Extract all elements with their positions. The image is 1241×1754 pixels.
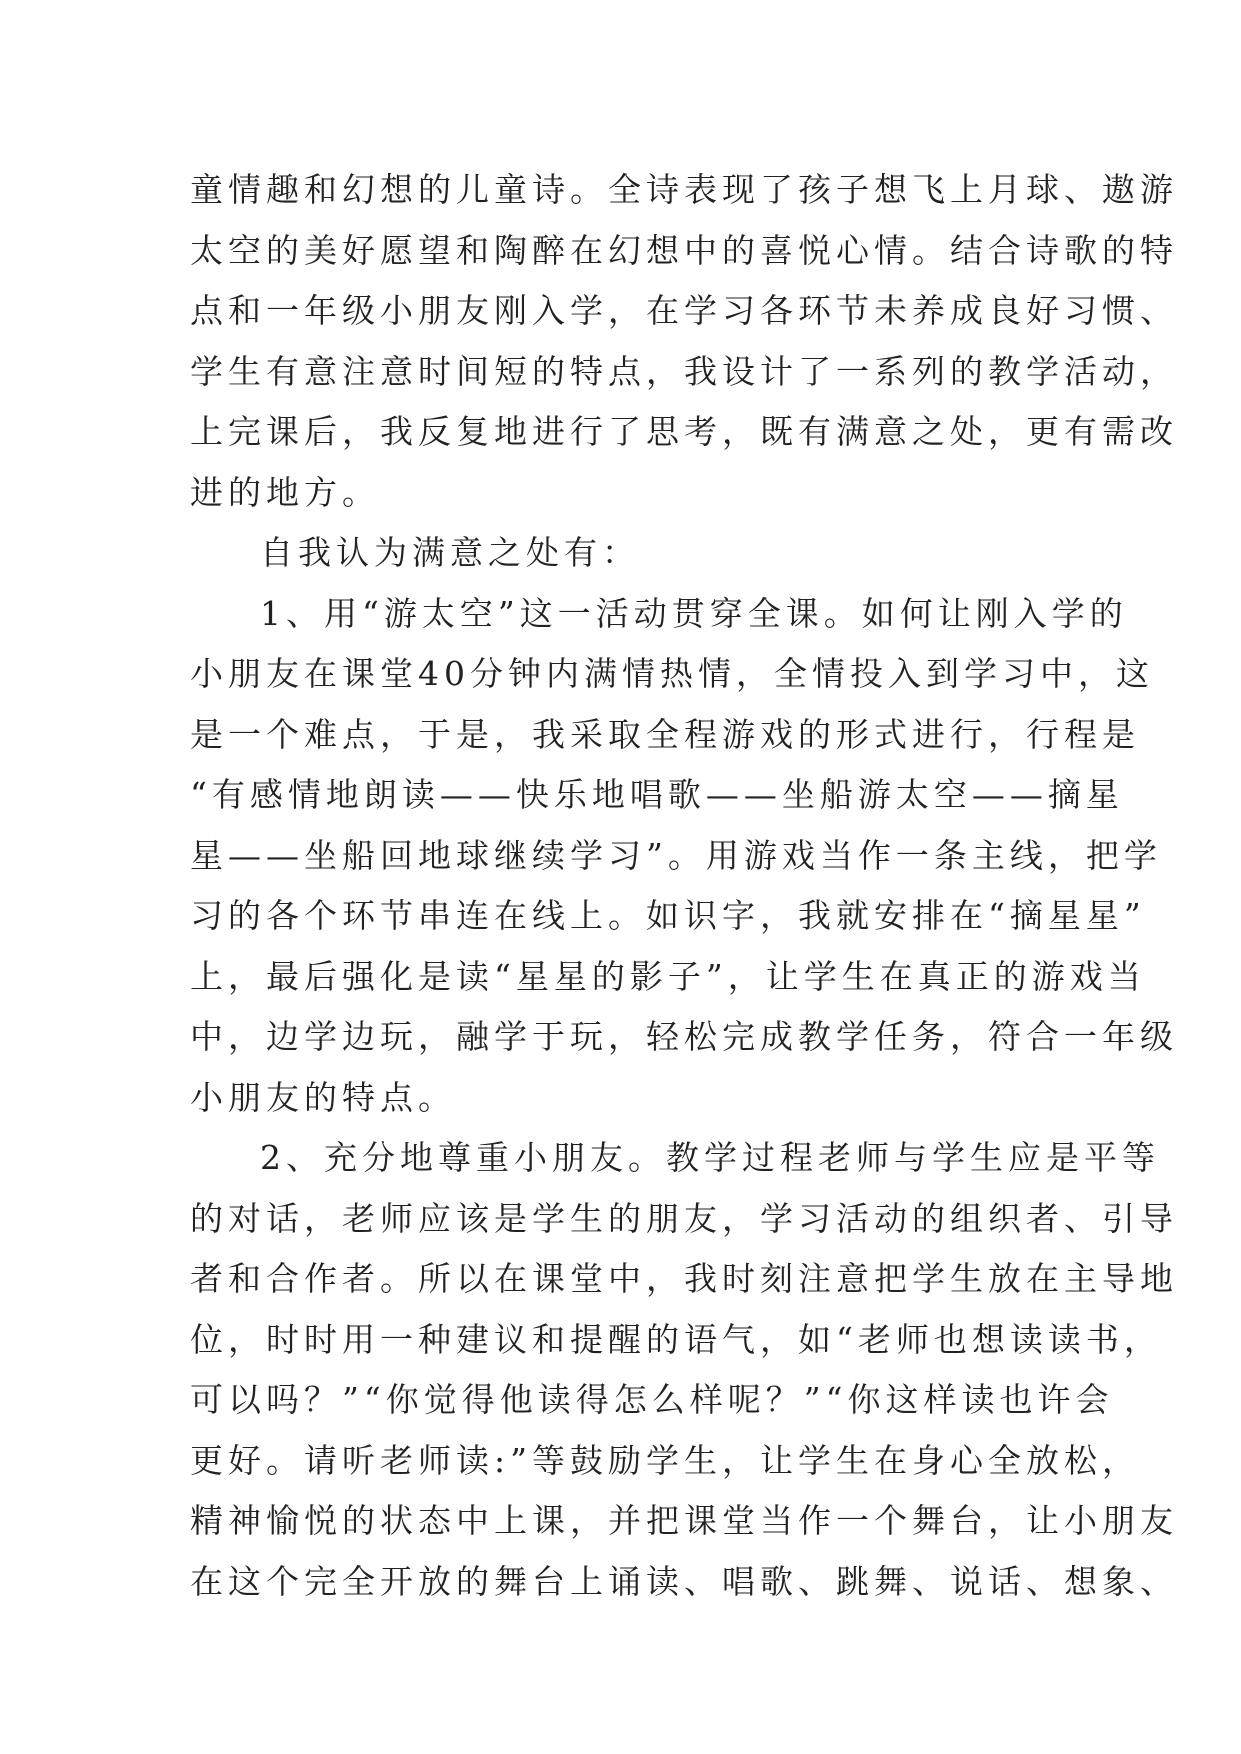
- text-line: 小朋友在课堂40分钟内满情热情，全情投入到学习中，这: [190, 654, 1154, 693]
- text-line: “有感情地朗读——快乐地唱歌——坐船游太空——摘星: [190, 775, 1124, 814]
- text-line: 1、用“游太空”这一活动贯穿全课。如何让刚入学的: [260, 593, 1128, 633]
- text-line: 进的地方。: [190, 472, 380, 512]
- text-line: 学生有意注意时间短的特点，我设计了一系列的教学活动，: [190, 351, 1178, 391]
- text-line: 是一个难点，于是，我采取全程游戏的形式进行，行程是: [190, 714, 1140, 754]
- text-line: 自我认为满意之处有：: [260, 533, 640, 572]
- text-line: 可以吗？”“你觉得他读得怎么样呢？”“你这样读也许会: [190, 1380, 1114, 1419]
- text-line: 在这个完全开放的舞台上诵读、唱歌、跳舞、说话、想象、: [190, 1561, 1178, 1601]
- text-line: 太空的美好愿望和陶醉在幻想中的喜悦心情。结合诗歌的特: [190, 230, 1178, 270]
- text-line: 2、充分地尊重小朋友。教学过程老师与学生应是平等: [260, 1138, 1160, 1177]
- text-line: 点和一年级小朋友刚入学，在学习各环节未养成良好习惯、: [190, 291, 1178, 330]
- text-line: 中，边学边玩，融学于玩，轻松完成教学任务，符合一年级: [190, 1017, 1178, 1056]
- text-line: 的对话，老师应该是学生的朋友，学习活动的组织者、引导: [190, 1198, 1178, 1238]
- document-body: [190, 160, 1178, 1612]
- text-line: 位，时时用一种建议和提醒的语气，如“老师也想读读书，: [190, 1319, 1162, 1359]
- text-line: 上完课后，我反复地进行了思考，既有满意之处，更有需改: [190, 412, 1178, 451]
- text-line: 习的各个环节串连在线上。如识字，我就安排在“摘星星”: [190, 896, 1146, 935]
- text-line: 精神愉悦的状态中上课，并把课堂当作一个舞台，让小朋友: [190, 1501, 1178, 1540]
- text-line: 童情趣和幻想的儿童诗。全诗表现了孩子想飞上月球、遨游: [190, 170, 1178, 209]
- text-line: 上，最后强化是读“星星的影子”，让学生在真正的游戏当: [190, 956, 1146, 996]
- text-line: 星——坐船回地球继续学习”。用游戏当作一条主线，把学: [190, 835, 1162, 875]
- text-line: 者和合作者。所以在课堂中，我时刻注意把学生放在主导地: [190, 1259, 1178, 1298]
- text-line: 更好。请听老师读:”等鼓励学生，让学生在身心全放松，: [190, 1440, 1140, 1480]
- text-line: 小朋友的特点。: [190, 1077, 456, 1117]
